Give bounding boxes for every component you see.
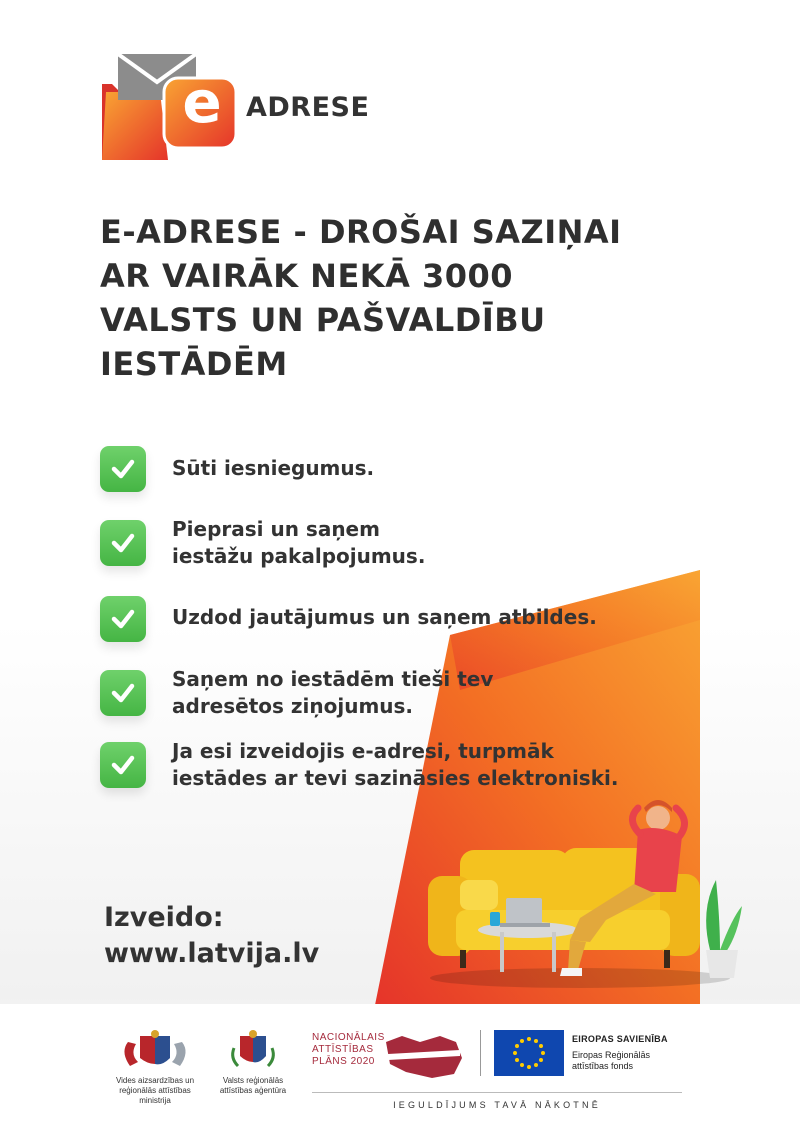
- list-item-line: iestāžu pakalpojumus.: [172, 544, 426, 568]
- list-item: [100, 596, 740, 656]
- ministry-name: [100, 1076, 210, 1106]
- list-item-line: iestādes ar tevi sazināsies elektroniski.: [172, 766, 619, 790]
- relaxing-on-sofa-illustration: [420, 800, 750, 1000]
- latvija-link[interactable]: www.latvija.lv: [104, 938, 320, 969]
- headline-line: E-ADRESE - DROŠAI SAZIŅAI: [100, 213, 622, 251]
- logo-brand-text: ADRESE: [246, 92, 370, 123]
- ministry-name-line: Vides aizsardzības un: [115, 1076, 195, 1085]
- nap-line: ATTĪSTĪBAS: [312, 1044, 374, 1055]
- agency-name: [208, 1076, 298, 1096]
- list-item-line: Ja esi izveidojis e-adresi, turpmāk: [172, 739, 554, 763]
- list-item-line: Saņem no iestādēm tieši tev: [172, 667, 494, 691]
- headline-line: AR VAIRĀK NEKĀ 3000: [100, 257, 514, 295]
- ministry-name-line: ministrija: [139, 1096, 171, 1105]
- latvia-map-icon: [384, 1028, 464, 1080]
- list-item: [100, 667, 740, 730]
- headline: [100, 210, 720, 386]
- agency-name-line: attīstības aģentūra: [219, 1086, 287, 1095]
- eu-fund-name: [572, 1050, 650, 1072]
- list-item-line: Pieprasi un saņem: [172, 517, 380, 541]
- list-item-line: Uzdod jautājumus un saņem atbildes.: [172, 605, 597, 629]
- create-label: Izveido:: [104, 902, 224, 933]
- footer-divider: [480, 1030, 481, 1076]
- checkmark-icon: [100, 742, 146, 788]
- coat-of-arms-icon: [208, 1028, 298, 1072]
- list-item-text: [172, 604, 732, 631]
- list-item-text: [172, 516, 732, 570]
- checkmark-icon: [100, 520, 146, 566]
- eu-flag-icon: [494, 1030, 564, 1076]
- nap-2020-text: [312, 1032, 385, 1068]
- list-item: [100, 517, 740, 580]
- agency-name-line: Valsts reģionālās: [222, 1076, 284, 1085]
- eu-fund-line: attīstības fonds: [572, 1061, 634, 1071]
- checkmark-icon: [100, 670, 146, 716]
- logo-letter-e: e: [182, 68, 222, 136]
- slogan-divider: [312, 1092, 682, 1093]
- ministry-logo: [100, 1028, 210, 1106]
- slogan: IEGULDĪJUMS TAVĀ NĀKOTNĒ: [393, 1100, 601, 1110]
- footer-logos: [0, 1004, 800, 1132]
- create-call-to-action: [104, 900, 319, 972]
- list-item: [100, 739, 740, 802]
- coat-of-arms-icon: [100, 1028, 210, 1072]
- list-item-text: [172, 738, 732, 792]
- list-item-text: [172, 666, 732, 720]
- checkmark-icon: [100, 446, 146, 492]
- list-item: [100, 446, 740, 506]
- nap-line: NACIONĀLAIS: [312, 1032, 385, 1043]
- ministry-name-line: reģionālās attīstības: [119, 1086, 191, 1095]
- list-item-line: adresētos ziņojumus.: [172, 694, 414, 718]
- eu-fund-line: Eiropas Reģionālās: [572, 1050, 651, 1060]
- list-item-text: [172, 455, 732, 482]
- checkmark-icon: [100, 596, 146, 642]
- nap-line: PLĀNS 2020: [312, 1056, 375, 1067]
- list-item-line: Sūti iesniegumus.: [172, 456, 375, 480]
- eu-title: EIROPAS SAVIENĪBA: [572, 1034, 668, 1044]
- headline-line: IESTĀDĒM: [100, 345, 288, 383]
- agency-logo: [208, 1028, 298, 1096]
- headline-line: VALSTS UN PAŠVALDĪBU: [100, 301, 546, 339]
